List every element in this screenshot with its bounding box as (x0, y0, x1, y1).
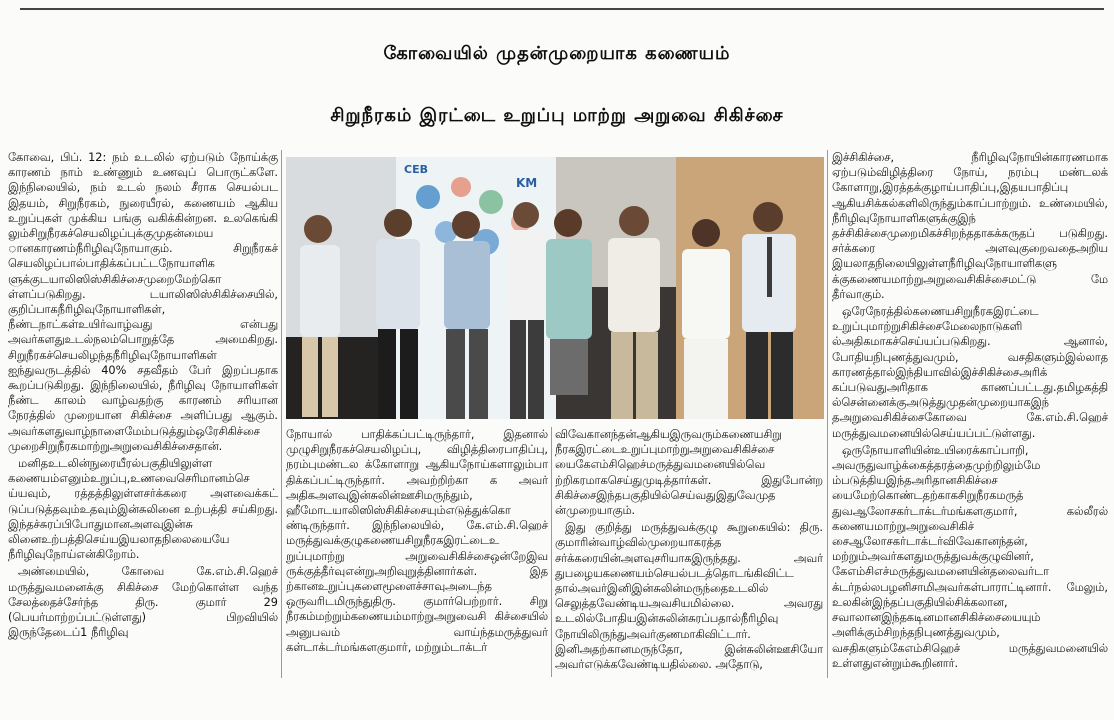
article-column-2 (286, 427, 548, 677)
person-7 (682, 219, 730, 419)
paragraph: ஒருநோயாளியின்உயிரைக்காப்பாறி, அவருதுவாழ்க்கைத்தரத்தைமுற்றிலும்மே ம்படுத்தியஇந்தஅரிதானசிகிச்சை யைமேற்கொண்டதற்காகசிறுநீரகமருத் துவஆலோசகர்டாக்டர்மங்களகுமார், கல்லீரல் கணையமாற்றுஅறுவைசிகிச் சைஆலோசகர்டாக்டர்விவேகானந்தன், மற்றும்அவர்களதுமருத்துவக்குழுவினர், கேஎம்சிஎச்மருத்துவமனையின்தலைவர்டா க்டர்நல்லபழனிசாமிஅவர்கள்பாராட்டினார். மேலும், உலகின்இந்தப்பகுதியில்சிக்கலான, சவாலானஇந்தகடினமானசிகிச்சையையும் அளிக்கும்சிறந்தநிபுணத்துவமும், வசதிகளும்கேஎம்சிஹெச் மருத்துவமனையில் உள்ளதுஎன்றும்கூறினார். (832, 443, 1108, 670)
headline-line-1: கோவையில் முதன்முறையாக கணையம் (383, 43, 731, 64)
headline-line-2: சிறுநீரகம் இரட்டை உறுப்பு மாற்று அறுவை சிகிச்சை (330, 105, 784, 126)
group-photo-illustration (286, 157, 824, 419)
paragraph: கோவை, பிப். 12: நம் உடலில் ஏற்படும் நோய்க்கு காரணம் நாம் உண்ணும் உணவுப் பொருட்களே. இந்நிலையில், நம் உடல் நலம் சீராக செயல்பட இதயம், சிறுநீரகம், நுரையீரல், கணையம் ஆகிய உறுப்புகள் முக்கிய பங்கு வகிக்கின்றன. உலகெங்கி லும்சிறுநீரகச்செயலிழப்புக்குமுதன்மைய ானகாரணம்நீரிழிவுநோயாகும். சிறுநீரகச் செயலிழப்பால்பாதிக்கப்பட்டநோயாளிக ளுக்குடயாலிஸிஸ்சிகிச்சைமுறைமேற்கொ ள்ளப்படுகிறது. டயாலிஸிஸ்சிகிச்சையில், குறிப்பாகநீரிழிவுநோயாளிகள், நீண்டநாட்கள்உயிர்வாழ்வது என்பது அவர்களதுஉடல்நலம்பொறுத்தே அமைகிறது. சிறுநீரகச்செயலிழந்தநீரிழிவுநோயாளிகள் ஐந்துவருடத்தில் 40% சதவீதம் பேர் இறப்பதாக கூறப்படுகிறது. இந்நிலையில், நீரிழிவு நோயாளிகள் நீண்ட காலம் வாழ்வதற்கு காரணம் சரியான நேரத்தில் முறையான சிகிச்சை அளிப்பது ஆகும். அவர்களதுவாழ்நாளைமேம்படுத்தும்ஒரேசிகிச்சை முறைசிறுநீரகமாற்றுஅறுவைசிகிச்சைதான். (8, 151, 278, 453)
news-photo (286, 157, 824, 419)
column-divider (281, 150, 282, 678)
article-column-3 (555, 427, 823, 677)
banner-text: CEB (404, 163, 428, 176)
paragraph: ஒரேநேரத்தில்கணையசிறுநீரகஇரட்டை உறுப்புமாற்றுசிகிச்சைமேலைநாடுகளி ல்அதிகமாகச்செய்யப்படுகிறது. ஆனால், போதியநிபுணத்துவமும், வசதிகளும்இல்லாத காரணத்தால்இந்தியாவில்இச்சிகிச்சைஅரிக் கப்படுவதுஅரிதாக காணப்பட்டது.தமிழகத்தி ல்சென்னைக்குஅடுத்துமுதன்முறையாகஇந் தஅறுவைசிகிச்சைகோவை கே.எம்.சி.ஹெச் மருத்துவமனையில்செய்யப்பட்டுள்ளது. (832, 305, 1108, 440)
top-rule (20, 8, 1104, 10)
paragraph: நோயால் பாதிக்கப்பட்டிருந்தார், இதனால் முழுசிறுநீரகச்செயலிழப்பு, விழித்திரைபாதிப்பு, நரம்புமண்டல க்கோளாறு ஆகியநோய்களாலும்பா திக்கப்பட்டிருந்தார். அவற்றிற்கா க அவர் அதிகஅளவுஇன்சுலின்ஊசிமருந்தும், ஹீமோடயாலிஸிஸ்சிகிச்சையும்எடுத்துக்கொ ண்டிருந்தார். இந்நிலையில், கே.எம்.சி.ஹெச் மருத்துவக்குழுகணையசிறுநீரகஇரட்டைஉ றுப்புமாற்று அறுவைசிகிச்சைஒன்றேஇவ ருக்குத்தீர்வுஎன்றுஅறிவுறுத்தினார்கள். இத ற்கானஉறுப்புகளைமூளைச்சாவுஅடைந்த ஒருவரிடமிருந்துதிரு. குமார்பெற்றார். சிறு நீரகம்மற்றும்கணையம்மாற்றுஅறுவைசி கிச்சையில் அனுபவம் வாய்ந்தமருத்துவர் கள்டாக்டர்மங்களகுமார், மற்றும்டாக்டர் (286, 428, 548, 654)
paragraph: விவேகானந்தன்ஆகியஇருவரும்கணையசிறு நீரகஇரட்டைஉறுப்புமாற்றுஅறுவைசிகிச்சை யைகேஎம்சிஹெச்மருத்துவமனையில்வெ ற்றிகரமாகசெய்துமுடித்தார்கள். இதுபோன்ற சிகிச்சைஇந்தபகுதியில்செய்வதுஇதுவேமுத ன்முறையாகும். (555, 428, 823, 518)
paragraph: இச்சிகிச்சை, நீரிழிவுநோயின்காரணமாக ஏற்படும்விழித்திரை நோய், நரம்பு மண்டலக் கோளாறு,இரத்தக்குழாய்பாதிப்பு,இதயபாதிப்பு ஆகியசிக்கல்களிலிருந்தும்காப்பாற்றும். உண்மையில், நீரிழிவுநோயாளிகளுக்குஇந் தச்சிகிச்சைமுறைமிகச்சிறந்ததாகக்கருதப் படுகிறது. சர்க்கரை அளவுகுறைவதைஅறிய இயலாதநிலையிலுள்ளநீரிழிவுநோயாளிகளு க்குகணையமாற்றுஅறுவைசிகிச்சைமட்டு மே தீர்வாகும். (832, 151, 1108, 301)
article-column-1 (8, 150, 278, 675)
paragraph: இது குறித்து மருத்துவக்குழு கூறுகையில்: திரு. குமாரின்வாழ்வில்முறையாகரத்த சர்க்கரையின்அளவுசரியாகஇருந்தது. அவர் துபழையகணையம்செயல்படத்தொடங்கிவிட்ட தால்அவர்இனிஇன்சுலின்மருந்தைஉடலில் செலுத்தவேண்டியஅவசியமில்லை. அவரது உடலில்போதியஇன்சுலின்சுரப்பதால்நீரிழிவு நோயிலிருந்துஅவர்குணமாகிவிட்டார். இனிஅதற்கானமருந்தோ, இன்சுலின்ஊசியோ அவர்எடுக்கவேண்டியதில்லை. அதோடு, (555, 521, 823, 672)
paragraph: மனிதஉடலின்நுரையீரல்பகுதியிலுள்ள கணையம்எனும்உறுப்பு,உணவைசெரிமானம்செ ய்யவும், ரத்தத்திலுள்ளசர்க்கரை அளவைக்கட் டுப்படுத்தவும்உதவும்இன்சுலினை உற்பத்தி சய்கிறது. இந்தச்சுரப்பிபோதுமானஅளவுஇன்சு லினைஉற்பத்திசெய்யஇயலாதநிலையையே நீரிழிவுநோய்என்கிறோம். (8, 457, 278, 562)
column-divider (551, 427, 552, 677)
paragraph: அண்மையில், கோவை கே.எம்.சி.ஹெச் மருத்துவமனைக்கு சிகிச்சை மேற்கொள்ள வந்த சேலத்தைச்சேர்ந்த திரு. குமார் 29 (பெயர்மாற்றப்பட்டுள்ளது) பிறவியில் இருந்தேடைப்1 நீரிழிவு (8, 565, 278, 640)
column-divider (827, 150, 828, 678)
article-column-4 (832, 150, 1108, 680)
banner-text: KM (516, 176, 538, 190)
